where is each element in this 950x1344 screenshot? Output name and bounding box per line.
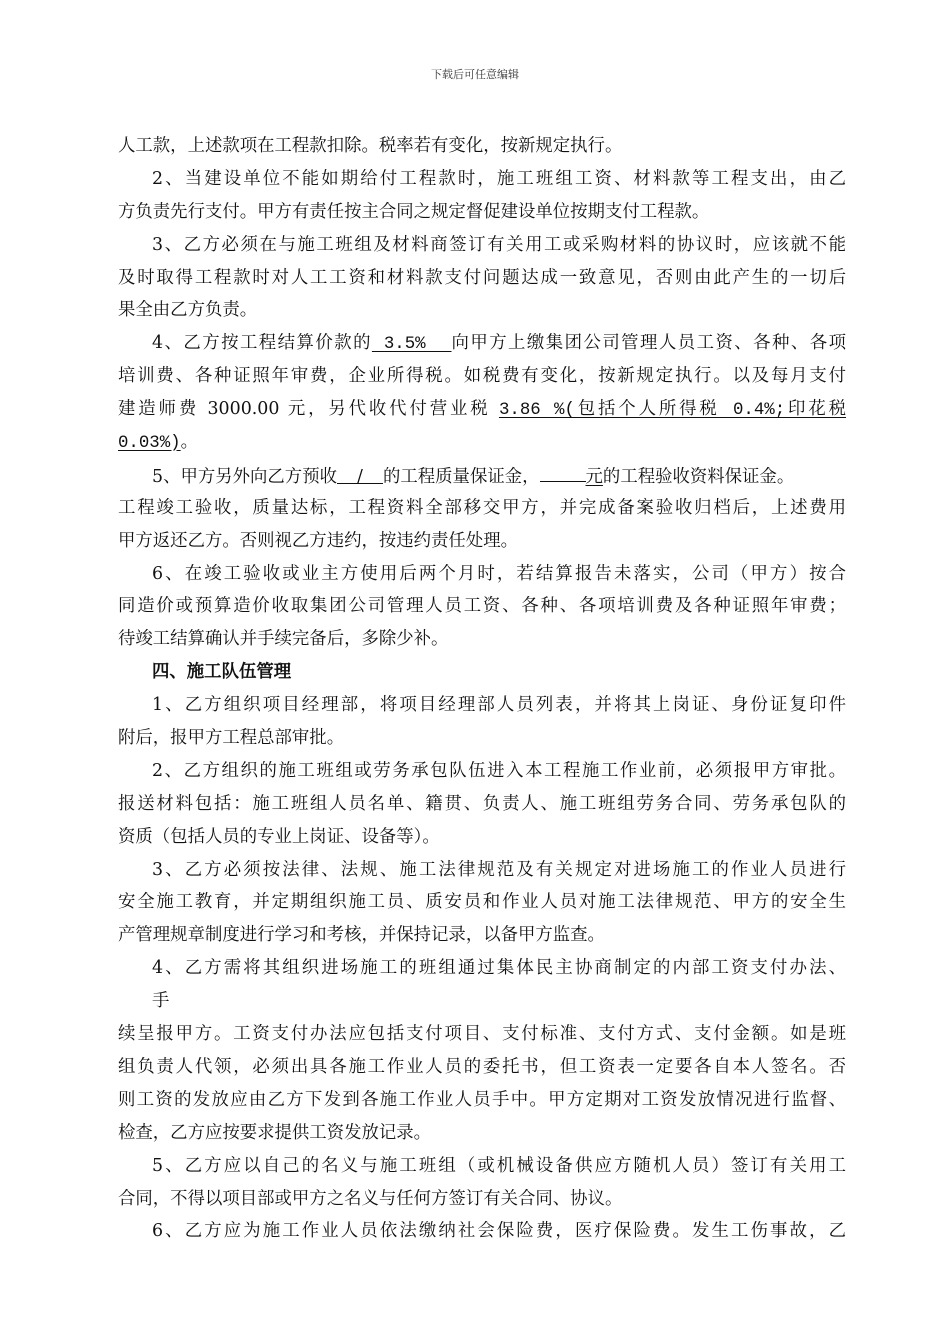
text-line: 2、当建设单位不能如期给付工程款时，施工班组工资、材料款等工程支出，由乙 bbox=[152, 168, 846, 189]
text-line: 人工款，上述款项在工程款扣除。税率若有变化，按新规定执行。 bbox=[118, 136, 623, 156]
text-line: 1、乙方组织项目经理部，将项目经理部人员列表，并将其上岗证、身份证复印件 bbox=[152, 695, 846, 716]
text-line: 同造价或预算造价收取集团公司管理人员工资、各种、各项培训费及各种证照年审费； bbox=[118, 596, 846, 617]
text-line: 产管理规章制度进行学习和考核，并保持记录，以备甲方监查。 bbox=[118, 925, 605, 946]
text-segment: 的工程验收资料保证金。 bbox=[602, 466, 795, 487]
text-line: 3、乙方必须在与施工班组及材料商签订有关用工或采购材料的协议时，应该就不能 bbox=[152, 234, 846, 255]
fill-in-blank: / bbox=[337, 461, 383, 484]
text-line: 检查，乙方应按要求提供工资发放记录。 bbox=[118, 1122, 432, 1143]
page-header: 下载后可任意编辑 bbox=[431, 68, 519, 81]
text-segment: 5、甲方另外向乙方预收 bbox=[152, 466, 337, 487]
text-line bbox=[118, 327, 846, 360]
section-heading: 四、施工队伍管理 bbox=[152, 662, 292, 683]
text-segment: 4、乙方按工程结算价款的 bbox=[152, 333, 372, 354]
text-line bbox=[118, 459, 846, 492]
text-line: 3、乙方必须按法律、法规、施工法律规范及有关规定对进场施工的作业人员进行 bbox=[152, 859, 846, 880]
text-line: 2、乙方组织的施工班组或劳务承包队伍进入本工程施工作业前，必须报甲方审批。 bbox=[152, 760, 846, 781]
text-line: 安全施工教育，并定期组织施工员、质安员和作业人员对施工法律规范、甲方的安全生 bbox=[118, 892, 846, 913]
text-line: 附后，报甲方工程总部审批。 bbox=[118, 728, 345, 749]
text-segment: 的工程质量保证金， bbox=[382, 466, 540, 487]
underline-gap bbox=[437, 333, 451, 353]
text-segment: 向甲方上缴集团公司管理人员工资、各种、各项 bbox=[451, 333, 846, 354]
text-line: 5、乙方应以自己的名义与施工班组（或机械设备供应方随机人员）签订有关用工 bbox=[152, 1155, 846, 1176]
text-line: 工程竣工验收，质量达标，工程资料全部移交甲方，并完成备案验收归档后，上述费用 bbox=[118, 497, 846, 518]
text-line: 手 bbox=[152, 991, 170, 1012]
underlined-value: 3.86 %(包括个人所得税 0.4%;印花税 bbox=[498, 401, 846, 421]
text-line: 报送材料包括：施工班组人员名单、籍贯、负责人、施工班组劳务合同、劳务承包队的 bbox=[118, 793, 846, 814]
text-line: 6、在竣工验收或业主方使用后两个月时，若结算报告未落实，公司（甲方）按合 bbox=[152, 563, 846, 584]
text-line: 培训费、各种证照年审费，企业所得税。如税费有变化，按新规定执行。以及每月支付 bbox=[118, 366, 846, 387]
text-line bbox=[118, 426, 846, 459]
underlined-value: 3.5% bbox=[371, 335, 438, 355]
text-line: 果全由乙方负责。 bbox=[118, 300, 258, 321]
text-line: 及时取得工程款时对人工工资和材料款支付问题达成一致意见，否则由此产生的一切后 bbox=[118, 267, 846, 288]
text-line: 组负责人代领，必须出具各施工作业人员的委托书，但工资表一定要各自本人签名。否 bbox=[118, 1056, 846, 1077]
text-line bbox=[118, 393, 846, 426]
underlined-unit: 元 bbox=[585, 466, 603, 487]
text-line: 合同，不得以项目部或甲方之名义与任何方签订有关合同、协议。 bbox=[118, 1188, 623, 1209]
text-line: 4、乙方需将其组织进场施工的班组通过集体民主协商制定的内部工资支付办法、 bbox=[152, 958, 846, 979]
text-segment: 。 bbox=[180, 432, 199, 453]
text-line: 6、乙方应为施工作业人员依法缴纳社会保险费，医疗保险费。发生工伤事故，乙 bbox=[152, 1221, 846, 1242]
underlined-value: 0.03%) bbox=[118, 434, 181, 454]
document-body bbox=[118, 130, 846, 1248]
text-line: 续呈报甲方。工资支付办法应包括支付项目、支付标准、支付方式、支付金额。如是班 bbox=[118, 1024, 846, 1045]
fill-in-blank bbox=[540, 459, 586, 482]
text-segment: 建造师费 3000.00 元，另代收代付营业税 bbox=[118, 399, 499, 420]
text-line: 方负责先行支付。甲方有责任按主合同之规定督促建设单位按期支付工程款。 bbox=[118, 201, 710, 222]
text-line: 待竣工结算确认并手续完备后，多除少补。 bbox=[118, 629, 449, 650]
text-line: 甲方返还乙方。否则视乙方违约，按违约责任处理。 bbox=[118, 530, 518, 551]
text-line: 则工资的发放应由乙方下发到各施工作业人员手中。甲方定期对工资发放情况进行监督、 bbox=[118, 1089, 846, 1110]
text-line: 资质（包括人员的专业上岗证、设备等）。 bbox=[118, 826, 440, 847]
